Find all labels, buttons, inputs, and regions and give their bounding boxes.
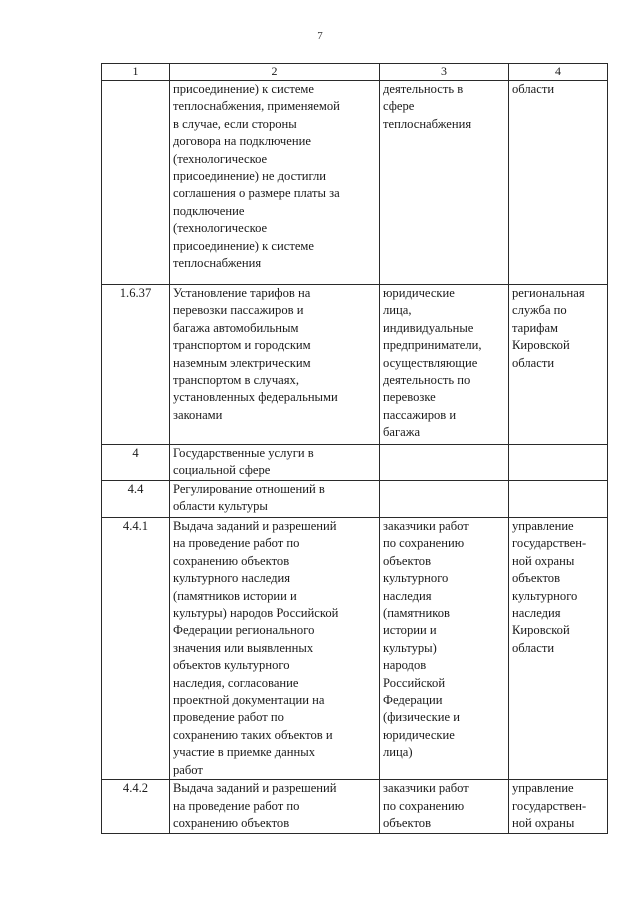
- row-number: 4: [102, 445, 170, 481]
- service-name: Государственные услуги в социальной сфере: [170, 445, 380, 481]
- service-name: Выдача заданий и разрешений на проведение работ по сохранению объектов культурного наследия (памятников истории и культуры) народов Российской Федерации регионального значения или выявленных объектов культурного наследия, согласование проектной документации на проведение работ по сохранению таких объектов и участие в приемке данных работ: [170, 518, 380, 780]
- table-header-row: [102, 64, 608, 81]
- service-recipients: деятельность в сфере теплоснабжения: [380, 81, 509, 285]
- service-name: Установление тарифов на перевозки пассажиров и багажа автомобильным транспортом и городским наземным электрическим транспортом в случаях, установленных федеральными законами: [170, 285, 380, 445]
- responsible-authority: [509, 445, 608, 481]
- service-recipients: заказчики работ по сохранению объектов культурного наследия (памятников истории и культуры) народов Российской Федерации (физические и юридические лица): [380, 518, 509, 780]
- table-row: [102, 285, 608, 445]
- row-number: 1.6.37: [102, 285, 170, 445]
- service-name: Выдача заданий и разрешений на проведение работ по сохранению объектов: [170, 780, 380, 834]
- service-name: присоединение) к системе теплоснабжения, применяемой в случае, если стороны договора на подключение (технологическое присоединение) не достигли соглашения о размере платы за подключение (технологическое присоединение) к системе теплоснабжения: [170, 81, 380, 285]
- column-header-4: 4: [509, 64, 608, 81]
- table-row: [102, 445, 608, 481]
- row-number: 4.4.2: [102, 780, 170, 834]
- column-header-2: 2: [170, 64, 380, 81]
- column-header-1: 1: [102, 64, 170, 81]
- row-number: 4.4.1: [102, 518, 170, 780]
- service-name: Регулирование отношений в области культуры: [170, 481, 380, 518]
- column-header-3: 3: [380, 64, 509, 81]
- services-table: [101, 63, 608, 834]
- service-recipients: [380, 481, 509, 518]
- responsible-authority: региональная служба по тарифам Кировской области: [509, 285, 608, 445]
- row-number: [102, 81, 170, 285]
- service-recipients: [380, 445, 509, 481]
- table-row: [102, 81, 608, 285]
- row-number: 4.4: [102, 481, 170, 518]
- responsible-authority: [509, 481, 608, 518]
- table-row: [102, 780, 608, 834]
- service-recipients: заказчики работ по сохранению объектов: [380, 780, 509, 834]
- table-row: [102, 518, 608, 780]
- page-number: 7: [317, 30, 323, 42]
- responsible-authority: управление государствен- ной охраны: [509, 780, 608, 834]
- responsible-authority: управление государствен- ной охраны объектов культурного наследия Кировской области: [509, 518, 608, 780]
- table-row: [102, 481, 608, 518]
- responsible-authority: области: [509, 81, 608, 285]
- service-recipients: юридические лица, индивидуальные предприниматели, осуществляющие деятельность по перевозке пассажиров и багажа: [380, 285, 509, 445]
